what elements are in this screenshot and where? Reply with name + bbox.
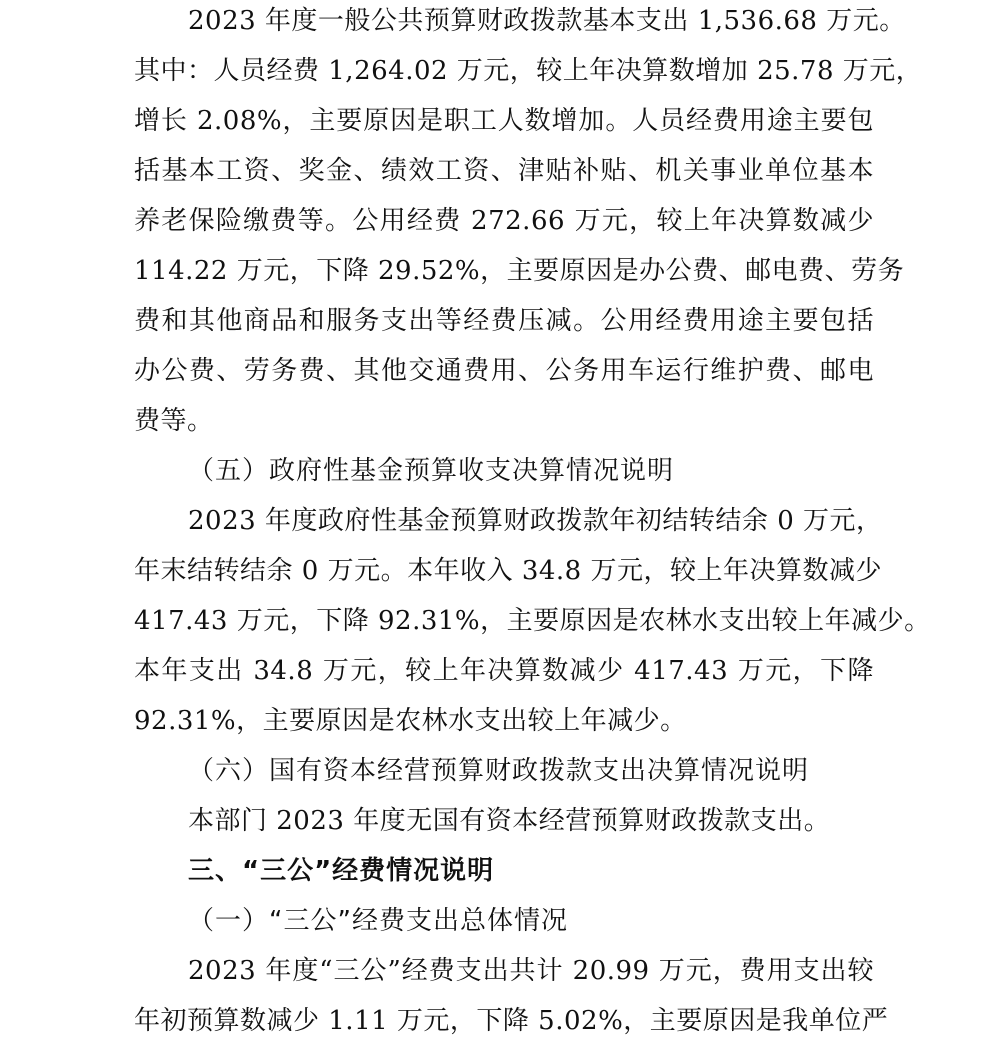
paragraph-line: 年末结转结余 0 万元。本年收入 34.8 万元，较上年决算数减少 [134, 556, 882, 586]
paragraph-line: 养老保险缴费等。公用经费 272.66 万元，较上年决算数减少 [134, 206, 874, 236]
paragraph-line: 其中：人员经费 1,264.02 万元，较上年决算数增加 25.78 万元， [134, 56, 923, 86]
paragraph-line: 2023 年度“三公”经费支出共计 20.99 万元，费用支出较 [188, 956, 874, 986]
chapter-heading: 三、“三公”经费情况说明 [188, 856, 495, 886]
paragraph-line: 本年支出 34.8 万元，较上年决算数减少 417.43 万元，下降 [134, 656, 874, 686]
paragraph-line: 办公费、劳务费、其他交通费用、公务用车运行维护费、邮电 [134, 356, 874, 386]
paragraph-line: 本部门 2023 年度无国有资本经营预算财政拨款支出。 [188, 806, 831, 836]
section-heading: （一）“三公”经费支出总体情况 [188, 906, 568, 936]
paragraph-line: 费等。 [134, 406, 214, 436]
section-heading: （六）国有资本经营预算财政拨款支出决算情况说明 [188, 756, 810, 786]
paragraph-line: 增长 2.08%，主要原因是职工人数增加。人员经费用途主要包 [134, 106, 874, 136]
paragraph-line: 年初预算数减少 1.11 万元，下降 5.02%，主要原因是我单位严 [134, 1006, 889, 1036]
paragraph-line: 括基本工资、奖金、绩效工资、津贴补贴、机关事业单位基本 [134, 156, 874, 186]
paragraph-line: 92.31%，主要原因是农林水支出较上年减少。 [134, 706, 687, 736]
paragraph-line: 2023 年度政府性基金预算财政拨款年初结转结余 0 万元， [188, 506, 883, 536]
paragraph-line: 2023 年度一般公共预算财政拨款基本支出 1,536.68 万元。 [188, 6, 906, 36]
section-heading: （五）政府性基金预算收支决算情况说明 [188, 456, 675, 486]
paragraph-line: 417.43 万元，下降 92.31%，主要原因是农林水支出较上年减少。 [134, 606, 931, 636]
paragraph-line: 费和其他商品和服务支出等经费压减。公用经费用途主要包括 [134, 306, 874, 336]
paragraph-line: 114.22 万元，下降 29.52%，主要原因是办公费、邮电费、劳务 [134, 256, 905, 286]
